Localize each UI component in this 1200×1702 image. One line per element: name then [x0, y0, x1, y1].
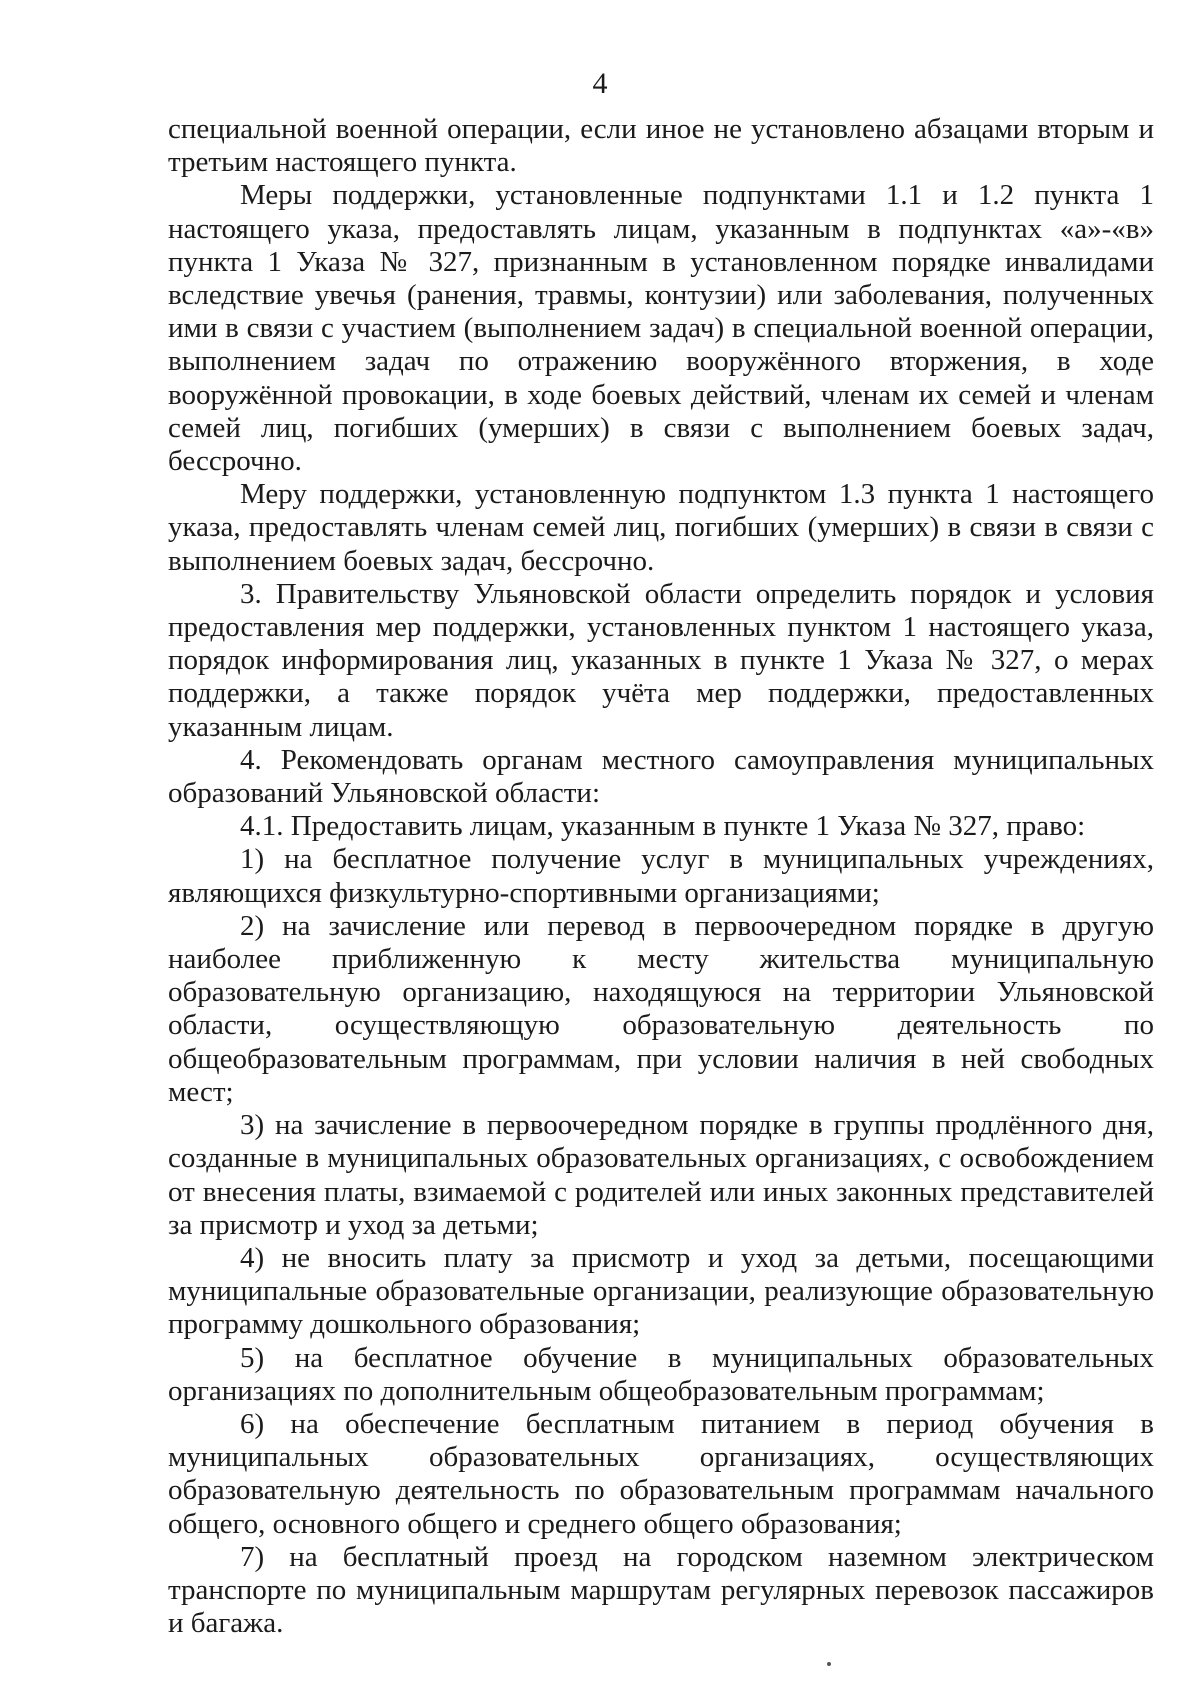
list-item-2: 2) на зачисление или перевод в первоочередном порядке в другую наиболее приближенную к месту жительства муниципальную образовательную организацию, находящуюся на территории Ульяновской области, осуществляющую образовательную деятельность по общеобразовательным программам, при условии наличия в ней свободных мест; — [168, 909, 1154, 1108]
paragraph-continuation: специальной военной операции, если иное не установлено абзацами вторым и третьим настоящего пункта. — [168, 113, 1154, 179]
list-item-6: 6) на обеспечение бесплатным питанием в период обучения в муниципальных образовательных организациях, осуществляющих образовательную деятельность по образовательным программам начального общего, основного общего и среднего общего образования; — [168, 1407, 1154, 1540]
paragraph-item-3: 3. Правительству Ульяновской области определить порядок и условия предоставления мер поддержки, установленных пунктом 1 настоящего указа, порядок информирования лиц, указанных в пункте 1 Указа № 327, о мерах поддержки, а также порядок учёта мер поддержки, предоставленных указанным лицам. — [168, 577, 1154, 743]
list-item-4: 4) не вносить плату за присмотр и уход за детьми, посещающими муниципальные образовательные организации, реализующие образовательную программу дошкольного образования; — [168, 1241, 1154, 1341]
document-body — [168, 113, 1154, 1640]
paragraph-item-4: 4. Рекомендовать органам местного самоуправления муниципальных образований Ульяновской области: — [168, 743, 1154, 810]
list-item-1: 1) на бесплатное получение услуг в муниципальных учреждениях, являющихся физкультурно-спортивными организациями; — [168, 843, 1154, 909]
scan-speck — [827, 1662, 831, 1666]
paragraph-support-measure-families: Меру поддержки, установленную подпунктом 1.3 пункта 1 настоящего указа, предоставлять членам семей лиц, погибших (умерших) в связи в связи с выполнением боевых задач, бессрочно. — [168, 478, 1154, 577]
list-item-3: 3) на зачисление в первоочередном порядке в группы продлённого дня, созданные в муниципальных образовательных организациях, с освобождением от внесения платы, взимаемой с родителей или иных законных представителей за присмотр и уход за детьми; — [168, 1109, 1154, 1241]
paragraph-item-4-1: 4.1. Предоставить лицам, указанным в пункте 1 Указа № 327, право: — [240, 810, 1086, 843]
page-number: 4 — [592, 67, 608, 100]
list-item-5: 5) на бесплатное обучение в муниципальных образовательных организациях по дополнительным общеобразовательным программам; — [168, 1341, 1154, 1407]
paragraph-support-measures-disabled: Меры поддержки, установленные подпунктами 1.1 и 1.2 пункта 1 настоящего указа, предоставлять лицам, указанным в подпунктах «а»-«в» пункта 1 Указа № 327, признанным в установленном порядке инвалидами вследствие увечья (ранения, травмы, контузии) или заболевания, полученных ими в связи с участием (выполнением задач) в специальной военной операции, выполнением задач по отражению вооружённого вторжения, в ходе вооружённой провокации, в ходе боевых действий, членам их семей и членам семей лиц, погибших (умерших) в связи с выполнением боевых задач, бессрочно. — [168, 179, 1154, 478]
list-item-7: 7) на бесплатный проезд на городском наземном электрическом транспорте по муниципальным маршрутам регулярных перевозок пассажиров и багажа. — [168, 1540, 1154, 1640]
